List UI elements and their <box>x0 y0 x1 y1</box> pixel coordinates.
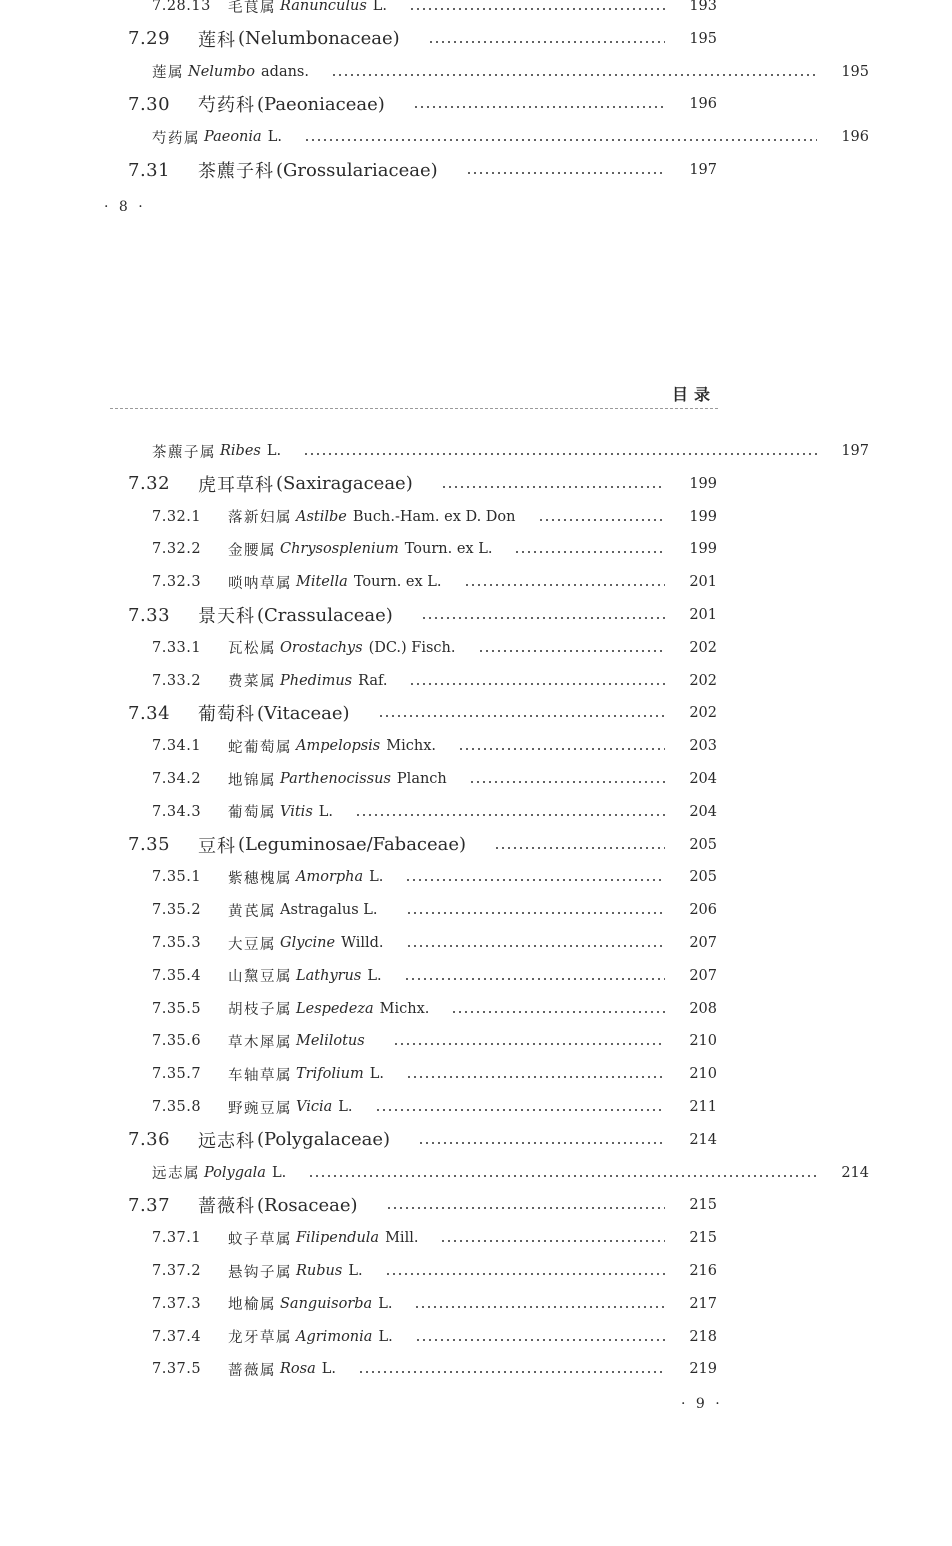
page-ref: 202 <box>689 705 717 722</box>
toc-genus-entry <box>0 797 800 827</box>
toc-section-entry <box>0 1125 800 1155</box>
chinese-name: 芍药科 <box>198 95 255 117</box>
toc-genus-entry <box>0 731 800 761</box>
latin-name: (Rosaceae) <box>257 1194 358 1216</box>
latin-name: Sanguisorba <box>280 1295 373 1312</box>
page-ref: 218 <box>689 1328 717 1345</box>
author-citation: L. <box>318 803 334 820</box>
toc-genus-entry <box>0 1322 800 1352</box>
chinese-name: 蛇葡萄属 <box>228 739 292 756</box>
entry-number: 7.35.4 <box>152 967 202 984</box>
latin-name: (Vitaceae) <box>257 702 350 724</box>
chinese-name: 葡萄属 <box>228 805 276 822</box>
latin-name: Trifolium <box>296 1066 364 1083</box>
page-ref: 211 <box>689 1099 717 1115</box>
latin-name: (Grossulariaceae) <box>276 159 438 181</box>
page-ref: 214 <box>689 1131 717 1148</box>
latin-name: (Paeoniaceae) <box>257 93 385 115</box>
page-ref: 197 <box>841 443 869 459</box>
chinese-name: 黄芪属 <box>228 903 276 920</box>
latin-name: Orostachys <box>280 639 363 656</box>
toc-section-entry <box>0 600 800 630</box>
toc-genus-entry <box>0 1092 800 1122</box>
latin-name: Rubus <box>296 1263 343 1279</box>
latin-name: Rosa <box>280 1361 316 1378</box>
entry-number: 7.30 <box>128 93 171 115</box>
toc-genus-entry <box>0 1026 800 1056</box>
chinese-name: 远志属 <box>152 1166 200 1183</box>
author-citation: L. <box>372 0 388 14</box>
entry-number: 7.29 <box>128 28 171 50</box>
toc-genus-entry <box>0 1289 800 1319</box>
chinese-name: 落新妇属 <box>228 510 292 527</box>
latin-name: Nelumbo <box>188 63 256 80</box>
entry-number: 7.35.2 <box>152 902 202 919</box>
chinese-name: 茶藨子科 <box>198 161 274 182</box>
page-ref: 216 <box>689 1263 717 1279</box>
page-ref: 205 <box>689 869 717 886</box>
page-ref: 202 <box>689 639 717 656</box>
chinese-name: 大豆属 <box>228 936 276 953</box>
dot-leader <box>478 650 665 652</box>
toc-genus-entry <box>0 862 800 892</box>
latin-name: (Crassulaceae) <box>257 604 393 626</box>
latin-name: Lespedeza <box>296 1000 374 1017</box>
page-ref: 201 <box>689 607 717 623</box>
entry-number: 7.37.5 <box>152 1361 202 1378</box>
chinese-name: 唢呐草属 <box>228 575 292 592</box>
page-ref: 195 <box>689 30 717 47</box>
chinese-name: 胡枝子属 <box>228 1002 292 1019</box>
chinese-name: 悬钩子属 <box>228 1264 292 1281</box>
entry-number: 7.31 <box>128 159 171 181</box>
page-ref: 199 <box>689 541 717 558</box>
entry-number: 7.34.3 <box>152 803 202 820</box>
running-head: 目录 <box>671 385 716 404</box>
page-number-8: · 8 · <box>104 199 146 215</box>
author-citation: L. <box>271 1164 287 1181</box>
chinese-name: 豆科 <box>198 835 236 857</box>
latin-name: (Nelumbonaceae) <box>238 28 400 50</box>
entry-number: 7.37.1 <box>152 1230 202 1247</box>
entry-number: 7.28.13 <box>152 0 211 14</box>
entry-number: 7.34.1 <box>152 738 202 755</box>
dot-leader <box>303 453 817 455</box>
page-ref: 214 <box>841 1164 869 1181</box>
dot-leader <box>406 1076 665 1078</box>
page-ref: 193 <box>689 0 717 14</box>
page-ref: 197 <box>689 162 717 178</box>
toc-genus-entry <box>0 534 800 564</box>
latin-name: Mitella <box>296 574 348 591</box>
entry-number: 7.32 <box>128 473 171 495</box>
dot-leader <box>355 814 665 816</box>
dot-leader <box>418 1142 665 1144</box>
author-citation: Tourn. ex L. <box>353 574 442 591</box>
page-ref: 215 <box>689 1230 717 1247</box>
author-citation: adans. <box>261 63 309 80</box>
latin-name: Vicia <box>296 1099 333 1115</box>
entry-number: 7.37 <box>128 1194 171 1216</box>
dot-leader <box>386 1207 665 1209</box>
toc-genus-entry <box>0 1223 800 1253</box>
toc-genus-entry <box>0 666 800 696</box>
latin-name: (Polygalaceae) <box>257 1129 391 1151</box>
chinese-name: 野豌豆属 <box>228 1100 292 1117</box>
entry-number: 7.32.3 <box>152 574 202 591</box>
dot-leader <box>538 519 666 521</box>
toc-section-entry <box>0 830 800 860</box>
entry-number: 7.34 <box>128 702 171 724</box>
chinese-name: 地锦属 <box>228 772 276 789</box>
author-citation: Tourn. ex L. <box>404 541 493 558</box>
chinese-name: 蔷薇科 <box>198 1196 255 1218</box>
page-ref: 203 <box>689 738 717 755</box>
toc-genus-entry <box>0 567 800 597</box>
page-ref: 204 <box>689 771 717 787</box>
dot-leader <box>440 1240 665 1242</box>
dot-leader <box>421 617 665 619</box>
dot-leader <box>451 1011 665 1013</box>
dot-leader <box>441 486 665 488</box>
page-ref: 215 <box>689 1197 717 1214</box>
entry-number: 7.35.8 <box>152 1099 202 1115</box>
chinese-name: 蔷薇属 <box>228 1362 276 1379</box>
author-citation: L. <box>348 1263 363 1279</box>
toc-genus-entry <box>0 994 800 1024</box>
dot-leader <box>406 945 665 947</box>
author-citation: L. <box>338 1099 353 1115</box>
author-citation: Michx. <box>379 1000 430 1017</box>
page-ref: 207 <box>689 935 717 951</box>
chinese-name: 蚊子草属 <box>228 1231 292 1248</box>
page-ref: 204 <box>689 803 717 820</box>
page-ref: 210 <box>689 1066 717 1083</box>
chinese-name: 龙牙草属 <box>228 1330 292 1347</box>
toc-genus-entry <box>0 928 800 958</box>
toc-genus-entry <box>0 961 800 991</box>
latin-name: Parthenocissus <box>280 771 391 787</box>
page-ref: 199 <box>689 475 717 492</box>
dot-leader <box>404 978 665 980</box>
chinese-name: 紫穗槐属 <box>228 870 292 887</box>
author-citation: L. <box>378 1328 393 1345</box>
entry-number: 7.33 <box>128 604 171 626</box>
chinese-name: 地榆属 <box>228 1297 276 1314</box>
chinese-name: 毛茛属 <box>228 0 276 16</box>
dot-leader <box>415 1339 665 1341</box>
latin-name: Lathyrus <box>296 967 362 984</box>
entry-number: 7.33.1 <box>152 639 202 656</box>
page-ref: 217 <box>689 1295 717 1312</box>
latin-name: Filipendula <box>296 1230 380 1247</box>
author-citation: L. <box>378 1295 393 1312</box>
chinese-name: 瓦松属 <box>228 641 276 658</box>
entry-number: 7.35.3 <box>152 935 202 951</box>
author-citation: Raf. <box>358 672 388 689</box>
entry-number: 7.37.4 <box>152 1328 202 1345</box>
toc-genus-entry <box>0 764 800 794</box>
author-citation: L. <box>369 869 384 886</box>
dot-leader <box>378 715 665 717</box>
page-ref: 201 <box>689 574 717 591</box>
toc-genus-entry <box>0 1256 800 1286</box>
page-ref: 208 <box>689 1000 717 1017</box>
chinese-name: 虎耳草科 <box>198 474 274 496</box>
author-citation: L. <box>266 443 282 459</box>
dot-leader <box>375 1109 665 1111</box>
toc-genus-entry <box>0 633 800 663</box>
author-citation: L. <box>369 1066 384 1083</box>
latin-name: Melilotus <box>296 1033 365 1050</box>
page-ref: 196 <box>689 96 717 113</box>
entry-number: 7.35.1 <box>152 869 202 886</box>
author-citation: L. <box>267 129 282 146</box>
entry-number: 7.37.2 <box>152 1263 202 1279</box>
dot-leader <box>409 683 665 685</box>
author-citation: L. <box>367 967 382 984</box>
author-citation: (DC.) Fisch. <box>368 639 456 656</box>
chinese-name: 莲属 <box>152 65 184 82</box>
entry-number: 7.34.2 <box>152 771 202 787</box>
latin-name: Agrimonia <box>296 1328 373 1345</box>
dot-leader <box>514 551 665 553</box>
dot-leader <box>469 781 665 783</box>
dot-leader <box>358 1371 665 1373</box>
chinese-name: 草木犀属 <box>228 1034 292 1051</box>
page-ref: 195 <box>841 63 869 80</box>
latin-name: Astilbe <box>296 508 347 525</box>
chinese-name: 远志科 <box>198 1130 255 1152</box>
latin-name: Chrysosplenium <box>280 541 399 558</box>
dot-leader <box>385 1273 665 1275</box>
latin-name: Ranunculus <box>280 0 367 14</box>
dot-leader <box>405 879 665 881</box>
toc-section-entry <box>0 469 800 499</box>
page-ref: 207 <box>689 967 717 984</box>
latin-name: Vitis <box>280 803 313 820</box>
dot-leader <box>494 847 665 849</box>
author-citation: L. <box>321 1361 336 1378</box>
latin-name: Paeonia <box>204 129 262 146</box>
chinese-name: 芍药属 <box>152 130 200 147</box>
dot-leader <box>464 584 665 586</box>
entry-number: 7.33.2 <box>152 672 202 689</box>
dot-leader <box>393 1043 665 1045</box>
latin-name: Ampelopsis <box>296 738 381 755</box>
author-citation: Michx. <box>386 738 436 755</box>
entry-number: 7.37.3 <box>152 1295 202 1312</box>
entry-number: 7.35.7 <box>152 1066 202 1083</box>
toc-genus-entry <box>0 895 800 925</box>
author-citation: Willd. <box>341 935 384 951</box>
toc-genus-entry <box>0 1158 952 1188</box>
entry-number: 7.32.2 <box>152 541 202 558</box>
chinese-name: 山黧豆属 <box>228 969 292 986</box>
entry-number: 7.35.6 <box>152 1033 202 1050</box>
chinese-name: 莲科 <box>198 29 236 51</box>
toc-genus-entry <box>0 1059 800 1089</box>
dot-leader <box>406 912 665 914</box>
page-ref: 206 <box>689 902 717 919</box>
latin-name: Phedimus <box>280 672 353 689</box>
page-ref: 202 <box>689 672 717 689</box>
page-ref: 196 <box>841 129 869 146</box>
page-ref: 219 <box>689 1361 717 1378</box>
entry-number: 7.35 <box>128 834 171 856</box>
chinese-name: 茶藨子属 <box>152 444 216 461</box>
entry-number: 7.32.1 <box>152 508 202 525</box>
author-citation: Planch <box>396 771 447 787</box>
page-ref: 205 <box>689 836 717 853</box>
chinese-name: 车轴草属 <box>228 1067 292 1084</box>
latin-name: (Saxiragaceae) <box>276 473 413 495</box>
toc-section-entry <box>0 698 800 728</box>
chinese-name: 费菜属 <box>228 674 276 691</box>
author-citation: Mill. <box>385 1230 419 1247</box>
chinese-name: 景天科 <box>198 606 255 627</box>
toc-section-entry <box>0 1190 800 1220</box>
latin-name: Amorpha <box>296 869 364 886</box>
latin-name: Ribes <box>220 443 261 459</box>
page-number-9: · 9 · <box>681 1396 723 1412</box>
dot-leader <box>458 748 665 750</box>
toc-genus-entry <box>0 502 800 532</box>
latin-name: Polygala <box>204 1164 266 1181</box>
toc-genus-entry <box>0 436 952 466</box>
toc-genus-entry <box>0 1354 800 1384</box>
dot-leader <box>414 1306 665 1308</box>
page-ref: 210 <box>689 1033 717 1050</box>
page-ref: 199 <box>689 508 717 525</box>
chinese-name: 金腰属 <box>228 542 276 559</box>
latin-name: Glycine <box>280 935 336 951</box>
latin-name: (Leguminosae/Fabaceae) <box>238 834 467 856</box>
chinese-name: 葡萄科 <box>198 704 255 726</box>
latin-name: Astragalus L. <box>280 902 378 919</box>
entry-number: 7.36 <box>128 1129 171 1151</box>
entry-number: 7.35.5 <box>152 1000 202 1017</box>
author-citation: Buch.-Ham. ex D. Don <box>352 508 516 525</box>
dot-leader <box>308 1175 817 1177</box>
